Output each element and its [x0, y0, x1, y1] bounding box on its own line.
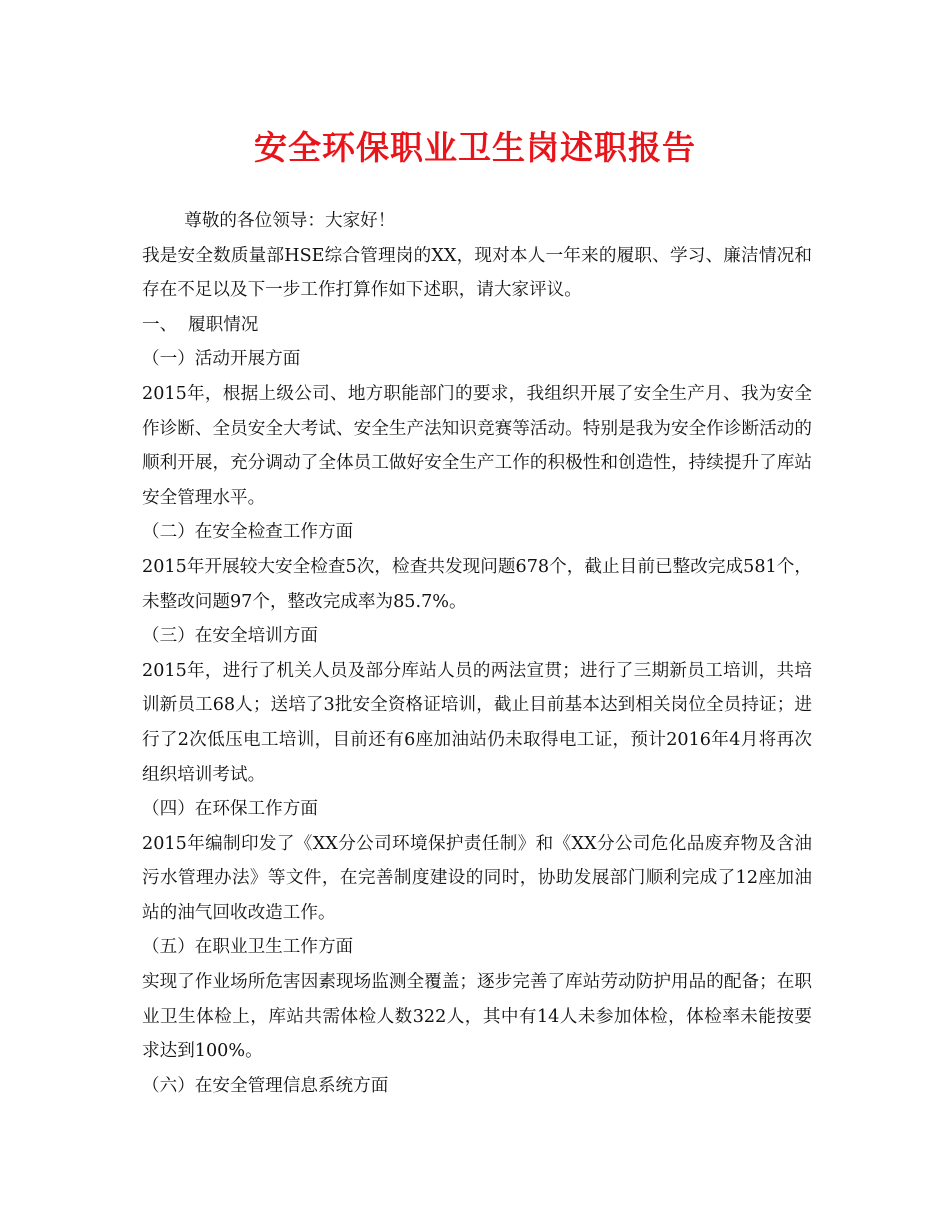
section-1-number: 一、 [142, 314, 178, 335]
section-1-heading [142, 308, 812, 343]
document-body [142, 204, 812, 1103]
subsection-4-text: 2015年编制印发了《XX分公司环境保护责任制》和《XX分公司危化品废弃物及含油污水管理办法》等文件，在完善制度建设的同时，协助发展部门顺利完成了12座加油站的油气回收改造工作。 [142, 833, 812, 923]
subsection-2-heading: （二）在安全检查工作方面 [142, 522, 354, 543]
subsection-5-heading: （五）在职业卫生工作方面 [142, 937, 354, 958]
greeting: 尊敬的各位领导：大家好！ [184, 211, 396, 231]
subsection-5-text: 实现了作业场所危害因素现场监测全覆盖；逐步完善了库站劳动防护用品的配备；在职业卫生体检上，库站共需体检人数322人，其中有14人未参加体检，体检率未能按要求达到100%。 [142, 972, 812, 1062]
subsection-2-text: 2015年开展较大安全检查5次，检查共发现问题678个，截止目前已整改完成581个，未整改问题97个，整改完成率为85.7%。 [142, 556, 812, 612]
document-title: 安全环保职业卫生岗述职报告 [254, 128, 696, 167]
subsection-1-text: 2015年，根据上级公司、地方职能部门的要求，我组织开展了安全生产月、我为安全作诊断、全员安全大考试、安全生产法知识竞赛等活动。特别是我为安全作诊断活动的顺利开展，充分调动了全体员工做好安全生产工作的积极性和创造性，持续提升了库站安全管理水平。 [142, 383, 812, 508]
subsection-3-text: 2015年，进行了机关人员及部分库站人员的两法宣贯；进行了三期新员工培训，共培训新员工68人；送培了3批安全资格证培训，截止目前基本达到相关岗位全员持证；进行了2次低压电工培训，目前还有6座加油站仍未取得电工证，预计2016年4月将再次组织培训考试。 [142, 660, 812, 785]
subsection-4-heading: （四）在环保工作方面 [142, 799, 318, 820]
intro-paragraph: 我是安全数质量部HSE综合管理岗的XX，现对本人一年来的履职、学习、廉洁情况和存在不足以及下一步工作打算作如下述职，请大家评议。 [142, 245, 812, 301]
subsection-3-heading: （三）在安全培训方面 [142, 626, 318, 647]
subsection-6-heading: （六）在安全管理信息系统方面 [142, 1075, 389, 1096]
subsection-1-heading: （一）活动开展方面 [142, 349, 301, 370]
section-1-title: 履职情况 [188, 314, 259, 335]
